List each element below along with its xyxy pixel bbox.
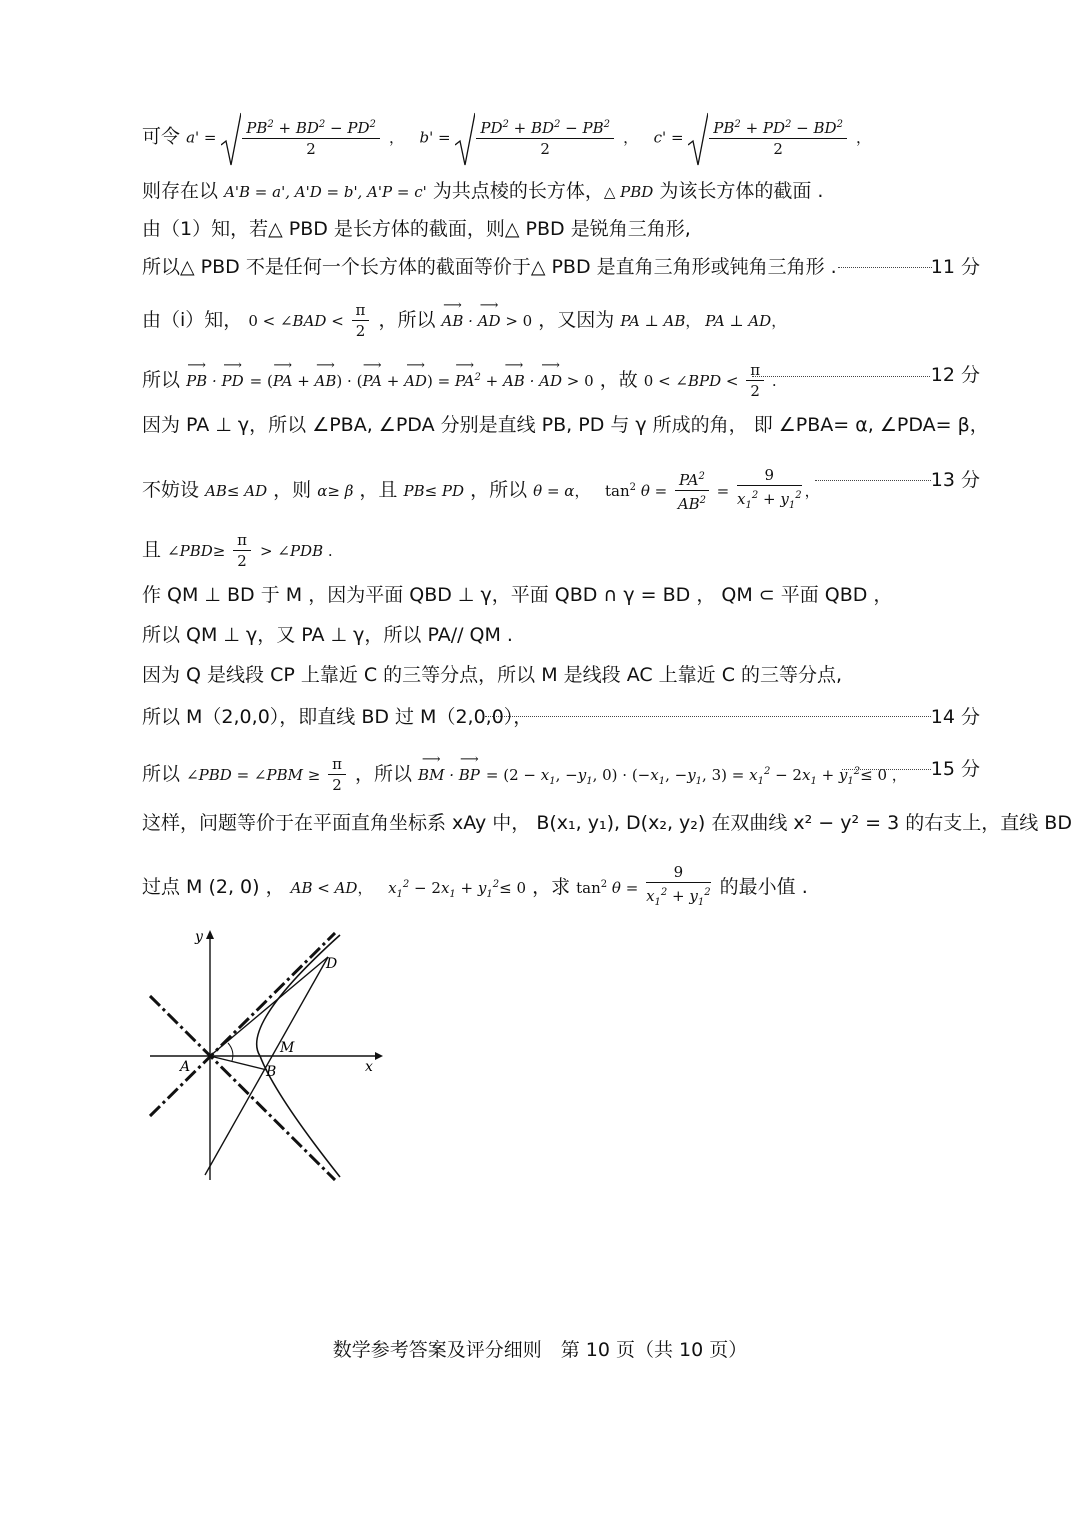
text-line-14: 所以 ∠PBD = ∠PBM ≥ $\frac{\pi}{2}$ ，所以 ⟶ BM · ⟶ BP = ($2 - x_1$, $-y_1$, $0) \cdot (-x_1$, $-y_1$, $3) = x_1^2 - 2x_1 + y_1^2\le 0$ ， [142, 754, 907, 797]
angle-arc [228, 1043, 233, 1061]
dotted-leader [815, 480, 931, 481]
text-line-4: 所以△ PBD 不是任何一个长方体的截面等价于△ PBD 是直角三角形或钝角三角形 . [142, 256, 837, 278]
text-line-15: 这样，问题等价于在平面直角坐标系 xAy 中， B(x₁, y₁), D(x₂, y₂) 在双曲线 x² − y² = 3 的右支上，直线 BD [142, 812, 1072, 834]
text-line-2: 则存在以 A'B = a', A'D = b', A'P = c' 为共点棱的长方体，△ PBD 为该长方体的截面 . [142, 180, 824, 202]
label-x: x [365, 1059, 373, 1075]
sqrt-a: $\frac{PB^2 + BD^2 - PD^2}{2}$ [221, 115, 383, 159]
hyperbola-figure [140, 925, 390, 1190]
score-14: 14 分 [930, 706, 980, 728]
score-11: 11 分 [930, 256, 980, 278]
text-line-3: 由（1）知，若△ PBD 是长方体的截面，则△ PBD 是锐角三角形, [142, 218, 691, 240]
text-line-7: 因为 PA ⊥ γ，所以 ∠PBA, ∠PDA 分别是直线 PB, PD 与 γ 所成的角， 即 ∠PBA= α, ∠PDA= β， [142, 414, 989, 436]
text-line-6: 所以 ⟶ PB · ⟶ PD = (⟶ PA + ⟶ AB) · (⟶ PA + ⟶ AD) = ⟶ $PA^2$ + ⟶ AB · ⟶ AD > 0 ，故 0 < ∠BPD < $\frac{\pi}{2}$ . [142, 360, 777, 401]
score-12: 12 分 [930, 364, 980, 386]
dotted-leader [842, 769, 931, 770]
y-axis-arrow-icon [206, 930, 214, 939]
dotted-leader [752, 376, 930, 377]
dotted-leader [838, 267, 932, 268]
score-13: 13 分 [930, 469, 980, 491]
dotted-leader [485, 716, 931, 717]
formula-line-definitions: 可令 a' = $\frac{PB^2 + BD^2 - PD^2}{2}$ ， b' = $\frac{PD^2 + BD^2 - PB^2}{2}$ ， c' = $\frac{PB^2 + PD^2 - BD^2}{2}$ ， [142, 115, 871, 159]
page-footer: 数学参考答案及评分细则 第 10 页（共 10 页） [332, 1339, 748, 1361]
text-line-11: 所以 QM ⊥ γ，又 PA ⊥ γ，所以 PA// QM . [142, 624, 513, 646]
label-b: B [266, 1064, 277, 1080]
label-m: M [280, 1040, 295, 1056]
label-d: D [326, 956, 338, 972]
segment-ad [210, 957, 328, 1056]
sqrt-c: $\frac{PB^2 + PD^2 - BD^2}{2}$ [688, 115, 850, 159]
text-prefix: 可令 [142, 125, 181, 148]
label-a: A [180, 1059, 191, 1075]
sqrt-b: $\frac{PD^2 + BD^2 - PB^2}{2}$ [455, 115, 617, 159]
text-line-13: 所以 M（2,0,0），即直线 BD 过 M（2,0,0）， [142, 706, 533, 728]
text-line-16: 过点 M (2, 0) ， AB < AD， $x_1^2 - 2x_1 + y_1^2\le 0$ ，求 $\tan^2 \theta$ = $\frac{9}{x_1^2 + y_1^2}$ 的最小值 . [142, 863, 808, 908]
text-line-10: 作 QM ⊥ BD 于 M ，因为平面 QBD ⊥ γ，平面 QBD ∩ γ = BD ， QM ⊂ 平面 QBD ， [142, 584, 893, 606]
text-line-9: 且 ∠PBD≥ $\frac{\pi}{2}$ > ∠PDB . [142, 531, 333, 570]
text-line-12: 因为 Q 是线段 CP 上靠近 C 的三等分点，所以 M 是线段 AC 上靠近 C 的三等分点, [142, 664, 843, 686]
x-axis-arrow-icon [375, 1052, 383, 1060]
text-line-8: 不妨设 AB≤ AD ，则 α≥ β ，且 PB≤ PD ，所以 θ = α， $\tan^2 \theta$ = $\frac{PA^2}{AB^2}$ = $\frac{9}{x_1^2 + y_1^2}$ ， [142, 466, 820, 513]
score-15: 15 分 [930, 758, 980, 780]
label-y: y [195, 929, 203, 945]
text-line-5: 由（i）知， 0 < ∠BAD < $\frac{\pi}{2}$ ，所以 ⟶ AB · ⟶ AD > 0 ，又因为 PA ⊥ AB， PA ⊥ AD， [142, 300, 786, 341]
